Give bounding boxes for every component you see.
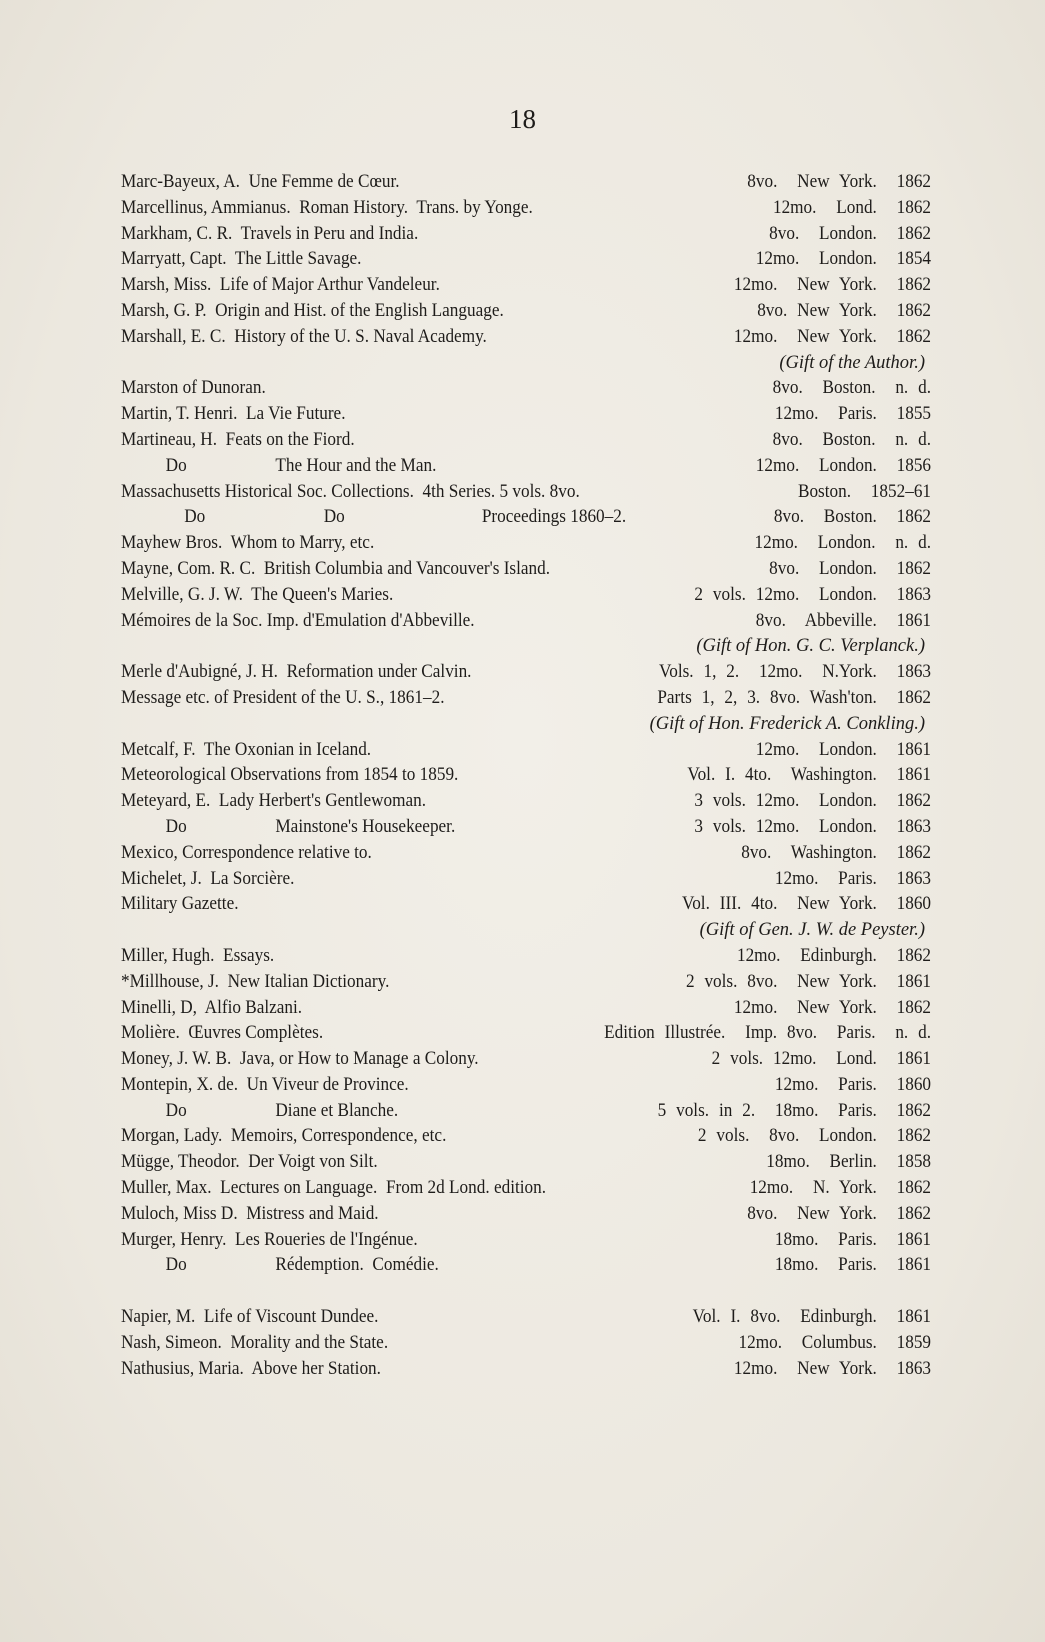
catalogue-entry bbox=[121, 1202, 931, 1228]
entry-text: Markham, C. R. Travels in Peru and India. bbox=[121, 223, 419, 244]
entry-publication: Vol. I. 8vo. Edinburgh. 1861 bbox=[692, 1307, 932, 1328]
entry-publication: 18mo. Berlin. 1858 bbox=[766, 1152, 932, 1173]
entry-text: Marryatt, Capt. The Little Savage. bbox=[121, 249, 362, 270]
entry-author-title bbox=[121, 196, 533, 222]
entry-publication: 3 vols. 12mo. London. 1862 bbox=[694, 791, 932, 812]
entry-text: Massachusetts Historical Soc. Collections. 4th Series. 5 vols. 8vo. bbox=[121, 481, 580, 502]
entry-text: Muloch, Miss D. Mistress and Maid. bbox=[121, 1203, 379, 1224]
entry-publication: 8vo. Abbeville. 1861 bbox=[755, 610, 932, 631]
entry-text: *Millhouse, J. New Italian Dictionary. bbox=[121, 971, 390, 992]
entry-author-title bbox=[121, 815, 455, 841]
catalogue-entry bbox=[121, 996, 931, 1022]
catalogue-entry bbox=[121, 1331, 931, 1357]
catalogue-entry bbox=[121, 325, 931, 351]
entry-author-title bbox=[121, 325, 487, 351]
entry-author-title bbox=[121, 1202, 379, 1228]
entry-author-title bbox=[121, 299, 504, 325]
entry-text: Marsh, G. P. Origin and Hist. of the English Language. bbox=[121, 300, 504, 321]
ditto-mark: Do bbox=[165, 1255, 187, 1276]
catalogue-entry bbox=[121, 454, 931, 480]
catalogue-entry bbox=[121, 789, 931, 815]
catalogue-entry bbox=[121, 1305, 931, 1331]
entry-text: Mügge, Theodor. Der Voigt von Silt. bbox=[121, 1152, 378, 1173]
catalogue-entry bbox=[121, 1047, 931, 1073]
entry-text: Molière. Œuvres Complètes. bbox=[121, 1023, 324, 1044]
entry-author-title bbox=[121, 1305, 378, 1331]
entry-publication: 2 vols. 12mo. London. 1863 bbox=[694, 584, 932, 605]
catalogue-entry bbox=[121, 1073, 931, 1099]
entry-publication: 8vo. Washington. 1862 bbox=[741, 842, 932, 863]
catalogue-entry bbox=[121, 557, 931, 583]
catalogue-entry bbox=[121, 402, 931, 428]
entry-text: Proceedings 1860–2. bbox=[481, 507, 627, 528]
entry-text: Nash, Simeon. Morality and the State. bbox=[121, 1332, 389, 1353]
entry-author-title bbox=[121, 428, 355, 454]
entry-author-title bbox=[121, 1228, 418, 1254]
entry-author-title bbox=[121, 1047, 479, 1073]
entry-author-title bbox=[121, 841, 372, 867]
entry-text: Mémoires de la Soc. Imp. d'Emulation d'Abbeville. bbox=[121, 610, 475, 631]
entry-publication: Parts 1, 2, 3. 8vo. Wash'ton. 1862 bbox=[657, 687, 932, 708]
entry-author-title bbox=[121, 1021, 323, 1047]
entry-text: Message etc. of President of the U. S., 1861–2. bbox=[121, 687, 445, 708]
catalogue-entry bbox=[121, 815, 931, 841]
catalogue-entry bbox=[121, 1021, 931, 1047]
entry-publication: 12mo. Paris. 1855 bbox=[774, 404, 932, 425]
catalogue-entry bbox=[121, 970, 931, 996]
catalogue-entry bbox=[121, 867, 931, 893]
catalogue-entry bbox=[121, 1253, 931, 1279]
entry-author-title bbox=[121, 944, 274, 970]
entry-publication: 18mo. Paris. 1861 bbox=[774, 1255, 932, 1276]
ditto-mark: Do bbox=[165, 816, 187, 837]
entry-text: Merle d'Aubigné, J. H. Reformation under Calvin. bbox=[121, 662, 472, 683]
entry-text: Marshall, E. C. History of the U. S. Naval Academy. bbox=[121, 326, 487, 347]
ditto-mark: Do bbox=[165, 1100, 187, 1121]
entry-author-title bbox=[121, 892, 239, 918]
entry-author-title bbox=[121, 222, 418, 248]
entry-author-title bbox=[121, 970, 389, 996]
entry-text: The Hour and the Man. bbox=[275, 455, 437, 476]
entry-publication: 12mo. New York. 1862 bbox=[733, 326, 932, 347]
catalogue-entry bbox=[121, 686, 931, 712]
entry-publication: 8vo. London. 1862 bbox=[769, 223, 932, 244]
entry-publication: 8vo. London. 1862 bbox=[769, 558, 932, 579]
entry-publication: 12mo. Lond. 1862 bbox=[772, 197, 932, 218]
catalogue-entry bbox=[121, 299, 931, 325]
entry-author-title bbox=[121, 531, 374, 557]
entry-text: Nathusius, Maria. Above her Station. bbox=[121, 1358, 381, 1379]
entry-author-title bbox=[121, 557, 550, 583]
entry-author-title bbox=[121, 402, 346, 428]
catalogue-entry bbox=[121, 273, 931, 299]
gift-note: (Gift of Hon. Frederick A. Conkling.) bbox=[649, 713, 925, 734]
entry-author-title bbox=[121, 1124, 446, 1150]
catalogue-entry bbox=[121, 1228, 931, 1254]
entry-publication: 12mo. Paris. 1863 bbox=[774, 868, 932, 889]
entry-author-title bbox=[121, 454, 436, 480]
entry-publication: Boston. 1852–61 bbox=[797, 481, 932, 502]
catalogue-entry bbox=[121, 222, 931, 248]
entry-author-title bbox=[121, 738, 371, 764]
entry-text: Miller, Hugh. Essays. bbox=[121, 945, 275, 966]
catalogue-entry bbox=[121, 247, 931, 273]
catalogue-entry bbox=[121, 505, 931, 531]
entry-publication: 8vo. New York. 1862 bbox=[757, 300, 932, 321]
entry-author-title bbox=[121, 1099, 398, 1125]
catalogue-entry bbox=[121, 1176, 931, 1202]
entry-author-title bbox=[121, 867, 294, 893]
catalogue-entry bbox=[121, 196, 931, 222]
entry-publication: 2 vols. 12mo. Lond. 1861 bbox=[711, 1049, 932, 1070]
entry-text: Money, J. W. B. Java, or How to Manage a Colony. bbox=[121, 1049, 479, 1070]
catalogue-list bbox=[121, 170, 931, 1382]
entry-text: Diane et Blanche. bbox=[275, 1100, 399, 1121]
catalogue-entry bbox=[121, 1150, 931, 1176]
entry-publication: 12mo. N. York. 1862 bbox=[749, 1178, 932, 1199]
gift-note: (Gift of Gen. J. W. de Peyster.) bbox=[699, 920, 925, 941]
catalogue-entry bbox=[121, 583, 931, 609]
entry-publication: Vols. 1, 2. 12mo. N.York. 1863 bbox=[659, 662, 932, 683]
entry-author-title bbox=[121, 609, 475, 635]
entry-text: Napier, M. Life of Viscount Dundee. bbox=[121, 1307, 379, 1328]
entry-author-title bbox=[121, 789, 426, 815]
entry-text: Meteorological Observations from 1854 to 1859. bbox=[121, 765, 459, 786]
catalogue-entry bbox=[121, 1099, 931, 1125]
catalogue-entry bbox=[121, 1124, 931, 1150]
entry-author-title bbox=[121, 763, 458, 789]
entry-text: Montepin, X. de. Un Viveur de Province. bbox=[121, 1074, 409, 1095]
entry-publication: 12mo. London. n. d. bbox=[754, 533, 932, 554]
entry-publication: 8vo. New York. 1862 bbox=[747, 1203, 932, 1224]
ditto-mark: Do bbox=[165, 455, 187, 476]
ditto-mark: Do bbox=[323, 507, 345, 528]
entry-author-title bbox=[121, 1331, 388, 1357]
entry-publication: 12mo. New York. 1862 bbox=[733, 275, 932, 296]
catalogue-entry bbox=[121, 763, 931, 789]
entry-author-title bbox=[121, 376, 266, 402]
entry-publication: 8vo. Boston. 1862 bbox=[773, 507, 932, 528]
page-number: 18 bbox=[509, 104, 536, 134]
entry-author-title bbox=[121, 1073, 409, 1099]
entry-author-title bbox=[121, 273, 440, 299]
entry-author-title bbox=[121, 996, 302, 1022]
entry-publication: 12mo. Columbus. 1859 bbox=[738, 1332, 932, 1353]
entry-text: Military Gazette. bbox=[121, 894, 239, 915]
entry-publication: Edition Illustrée. Imp. 8vo. Paris. n. d. bbox=[604, 1023, 932, 1044]
catalogue-entry bbox=[121, 531, 931, 557]
entry-publication: Vol. III. 4to. New York. 1860 bbox=[681, 894, 932, 915]
entry-text: Marsh, Miss. Life of Major Arthur Vandeleur. bbox=[121, 275, 440, 296]
catalogue-entry bbox=[121, 376, 931, 402]
entry-author-title bbox=[121, 686, 444, 712]
entry-text: Muller, Max. Lectures on Language. From 2d Lond. edition. bbox=[121, 1178, 547, 1199]
entry-text: Metcalf, F. The Oxonian in Iceland. bbox=[121, 739, 372, 760]
entry-text: Murger, Henry. Les Roueries de l'Ingénue. bbox=[121, 1229, 418, 1250]
entry-publication: 12mo. London. 1856 bbox=[755, 455, 932, 476]
entry-text: Rédemption. Comédie. bbox=[275, 1255, 439, 1276]
catalogue-entry bbox=[121, 892, 931, 918]
entry-author-title bbox=[121, 170, 400, 196]
catalogue-entry bbox=[121, 944, 931, 970]
entry-publication: 12mo. London. 1861 bbox=[755, 739, 932, 760]
catalogue-entry bbox=[121, 841, 931, 867]
catalogue-entry bbox=[121, 428, 931, 454]
entry-publication: 8vo. Boston. n. d. bbox=[772, 378, 932, 399]
entry-publication: 5 vols. in 2. 18mo. Paris. 1862 bbox=[657, 1100, 932, 1121]
entry-text: Minelli, D, Alfio Balzani. bbox=[121, 997, 303, 1018]
entry-author-title bbox=[121, 1176, 546, 1202]
gift-note: (Gift of Hon. G. C. Verplanck.) bbox=[696, 636, 925, 657]
entry-text: Mayne, Com. R. C. British Columbia and Vancouver's Island. bbox=[121, 558, 551, 579]
entry-publication: 2 vols. 8vo. London. 1862 bbox=[697, 1126, 932, 1147]
entry-text: Mayhew Bros. Whom to Marry, etc. bbox=[121, 533, 375, 554]
catalogue-entry bbox=[121, 738, 931, 764]
section-gap bbox=[121, 1279, 931, 1305]
entry-publication: 12mo. Paris. 1860 bbox=[774, 1074, 932, 1095]
entry-publication: 12mo. Edinburgh. 1862 bbox=[736, 945, 932, 966]
entry-publication: 12mo. New York. 1862 bbox=[733, 997, 932, 1018]
entry-text: Martin, T. Henri. La Vie Future. bbox=[121, 404, 346, 425]
entry-publication: 2 vols. 8vo. New York. 1861 bbox=[685, 971, 932, 992]
ditto-mark: Do bbox=[184, 507, 206, 528]
entry-author-title bbox=[121, 480, 580, 506]
entry-publication: 8vo. New York. 1862 bbox=[747, 172, 932, 192]
entry-author-title bbox=[121, 1150, 378, 1176]
catalogue-entry bbox=[121, 660, 931, 686]
entry-publication: 8vo. Boston. n. d. bbox=[772, 429, 932, 450]
entry-publication: 12mo. New York. 1863 bbox=[733, 1358, 932, 1379]
entry-publication: 18mo. Paris. 1861 bbox=[774, 1229, 932, 1250]
entry-text: Marc-Bayeux, A. Une Femme de Cœur. bbox=[121, 172, 400, 192]
entry-author-title bbox=[121, 1253, 439, 1279]
catalogue-entry bbox=[121, 609, 931, 635]
entry-publication: 12mo. London. 1854 bbox=[755, 249, 932, 270]
catalogue-entry bbox=[121, 1357, 931, 1383]
entry-author-title bbox=[121, 505, 626, 531]
entry-text: Mexico, Correspondence relative to. bbox=[121, 842, 372, 863]
gift-note: (Gift of the Author.) bbox=[779, 352, 925, 373]
entry-text: Michelet, J. La Sorcière. bbox=[121, 868, 295, 889]
entry-text: Melville, G. J. W. The Queen's Maries. bbox=[121, 584, 394, 605]
entry-text: Martineau, H. Feats on the Fiord. bbox=[121, 429, 355, 450]
entry-author-title bbox=[121, 1357, 381, 1383]
entry-author-title bbox=[121, 660, 471, 686]
entry-text: Meteyard, E. Lady Herbert's Gentlewoman. bbox=[121, 791, 427, 812]
entry-text: Mainstone's Housekeeper. bbox=[275, 816, 456, 837]
entry-text: Marston of Dunoran. bbox=[121, 378, 266, 399]
entry-publication: 3 vols. 12mo. London. 1863 bbox=[694, 816, 932, 837]
entry-publication: Vol. I. 4to. Washington. 1861 bbox=[687, 765, 932, 786]
entry-author-title bbox=[121, 247, 361, 273]
entry-text: Morgan, Lady. Memoirs, Correspondence, etc. bbox=[121, 1126, 447, 1147]
catalogue-entry bbox=[121, 480, 931, 506]
entry-text: Marcellinus, Ammianus. Roman History. Trans. by Yonge. bbox=[121, 197, 533, 218]
entry-author-title bbox=[121, 583, 393, 609]
catalogue-entry bbox=[121, 170, 931, 196]
